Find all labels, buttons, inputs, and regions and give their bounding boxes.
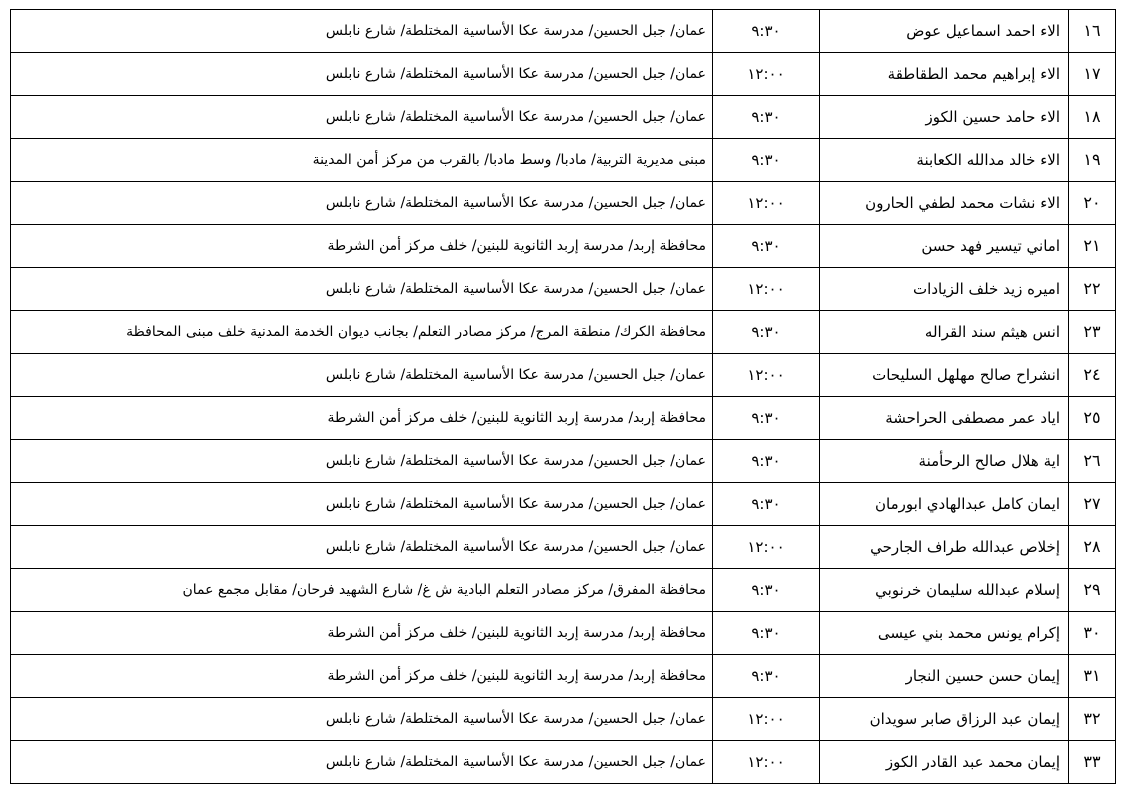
- table-body: [11, 10, 1116, 784]
- time-cell: ٩:٣٠: [713, 655, 820, 698]
- name-cell: انشراح صالح مهلهل السليحات: [820, 354, 1069, 397]
- location-cell: مبنى مديرية التربية/ مادبا/ وسط مادبا/ بالقرب من مركز أمن المدينة: [11, 139, 713, 182]
- row-number-cell: ٢٦: [1069, 440, 1116, 483]
- location-cell: عمان/ جبل الحسين/ مدرسة عكا الأساسية المختلطة/ شارع نابلس: [11, 526, 713, 569]
- time-cell: ٩:٣٠: [713, 139, 820, 182]
- name-cell: الاء حامد حسين الكوز: [820, 96, 1069, 139]
- name-cell: انس هيثم سند القراله: [820, 311, 1069, 354]
- time-cell: ٩:٣٠: [713, 10, 820, 53]
- location-cell: عمان/ جبل الحسين/ مدرسة عكا الأساسية المختلطة/ شارع نابلس: [11, 741, 713, 784]
- time-cell: ٩:٣٠: [713, 96, 820, 139]
- location-cell: عمان/ جبل الحسين/ مدرسة عكا الأساسية المختلطة/ شارع نابلس: [11, 10, 713, 53]
- time-cell: ١٢:٠٠: [713, 698, 820, 741]
- row-number-cell: ٣١: [1069, 655, 1116, 698]
- row-number-cell: ٢١: [1069, 225, 1116, 268]
- time-cell: ٩:٣٠: [713, 612, 820, 655]
- name-cell: اميره زيد خلف الزيادات: [820, 268, 1069, 311]
- row-number-cell: ٣٢: [1069, 698, 1116, 741]
- name-cell: الاء نشات محمد لطفي الحارون: [820, 182, 1069, 225]
- location-cell: محافظة إربد/ مدرسة إربد الثانوية للبنين/ خلف مركز أمن الشرطة: [11, 655, 713, 698]
- time-cell: ٩:٣٠: [713, 483, 820, 526]
- name-cell: الاء احمد اسماعيل عوض: [820, 10, 1069, 53]
- table-row: [11, 397, 1116, 440]
- name-cell: الاء خالد مدالله الكعابنة: [820, 139, 1069, 182]
- location-cell: عمان/ جبل الحسين/ مدرسة عكا الأساسية المختلطة/ شارع نابلس: [11, 96, 713, 139]
- row-number-cell: ٢٥: [1069, 397, 1116, 440]
- time-cell: ١٢:٠٠: [713, 182, 820, 225]
- time-cell: ٩:٣٠: [713, 440, 820, 483]
- table-row: [11, 182, 1116, 225]
- time-cell: ١٢:٠٠: [713, 268, 820, 311]
- row-number-cell: ١٧: [1069, 53, 1116, 96]
- location-cell: عمان/ جبل الحسين/ مدرسة عكا الأساسية المختلطة/ شارع نابلس: [11, 268, 713, 311]
- location-cell: محافظة إربد/ مدرسة إربد الثانوية للبنين/ خلف مركز أمن الشرطة: [11, 225, 713, 268]
- location-cell: محافظة إربد/ مدرسة إربد الثانوية للبنين/ خلف مركز أمن الشرطة: [11, 397, 713, 440]
- table-row: [11, 741, 1116, 784]
- table-row: [11, 139, 1116, 182]
- table-row: [11, 311, 1116, 354]
- time-cell: ١٢:٠٠: [713, 741, 820, 784]
- table-row: [11, 440, 1116, 483]
- row-number-cell: ١٦: [1069, 10, 1116, 53]
- table-row: [11, 655, 1116, 698]
- row-number-cell: ١٨: [1069, 96, 1116, 139]
- table-row: [11, 569, 1116, 612]
- name-cell: اية هلال صالح الرحأمنة: [820, 440, 1069, 483]
- exam-schedule-table: [10, 9, 1116, 784]
- time-cell: ١٢:٠٠: [713, 526, 820, 569]
- table-row: [11, 268, 1116, 311]
- location-cell: عمان/ جبل الحسين/ مدرسة عكا الأساسية المختلطة/ شارع نابلس: [11, 698, 713, 741]
- row-number-cell: ٢٣: [1069, 311, 1116, 354]
- time-cell: ٩:٣٠: [713, 225, 820, 268]
- table-row: [11, 698, 1116, 741]
- row-number-cell: ٢٠: [1069, 182, 1116, 225]
- location-cell: محافظة الكرك/ منطقة المرج/ مركز مصادر التعلم/ بجانب ديوان الخدمة المدنية خلف مبنى المحافظة: [11, 311, 713, 354]
- row-number-cell: ٣٠: [1069, 612, 1116, 655]
- table-row: [11, 10, 1116, 53]
- table-row: [11, 612, 1116, 655]
- row-number-cell: ٢٧: [1069, 483, 1116, 526]
- name-cell: إيمان محمد عبد القادر الكوز: [820, 741, 1069, 784]
- table-row: [11, 96, 1116, 139]
- time-cell: ٩:٣٠: [713, 569, 820, 612]
- location-cell: محافظة المفرق/ مركز مصادر التعلم البادية ش غ/ شارع الشهيد فرحان/ مقابل مجمع عمان: [11, 569, 713, 612]
- name-cell: إيمان حسن حسين النجار: [820, 655, 1069, 698]
- row-number-cell: ٢٨: [1069, 526, 1116, 569]
- location-cell: عمان/ جبل الحسين/ مدرسة عكا الأساسية المختلطة/ شارع نابلس: [11, 483, 713, 526]
- location-cell: عمان/ جبل الحسين/ مدرسة عكا الأساسية المختلطة/ شارع نابلس: [11, 53, 713, 96]
- row-number-cell: ٢٩: [1069, 569, 1116, 612]
- time-cell: ١٢:٠٠: [713, 53, 820, 96]
- row-number-cell: ١٩: [1069, 139, 1116, 182]
- name-cell: الاء إبراهيم محمد الطقاطقة: [820, 53, 1069, 96]
- name-cell: ايمان كامل عبدالهادي ابورمان: [820, 483, 1069, 526]
- table-row: [11, 526, 1116, 569]
- name-cell: إسلام عبدالله سليمان خرنوبي: [820, 569, 1069, 612]
- name-cell: اماني تيسير فهد حسن: [820, 225, 1069, 268]
- name-cell: إيمان عبد الرزاق صابر سويدان: [820, 698, 1069, 741]
- time-cell: ٩:٣٠: [713, 311, 820, 354]
- table-row: [11, 225, 1116, 268]
- table-row: [11, 483, 1116, 526]
- location-cell: عمان/ جبل الحسين/ مدرسة عكا الأساسية المختلطة/ شارع نابلس: [11, 354, 713, 397]
- row-number-cell: ٢٤: [1069, 354, 1116, 397]
- location-cell: محافظة إربد/ مدرسة إربد الثانوية للبنين/ خلف مركز أمن الشرطة: [11, 612, 713, 655]
- table-row: [11, 53, 1116, 96]
- time-cell: ٩:٣٠: [713, 397, 820, 440]
- table-row: [11, 354, 1116, 397]
- location-cell: عمان/ جبل الحسين/ مدرسة عكا الأساسية المختلطة/ شارع نابلس: [11, 182, 713, 225]
- time-cell: ١٢:٠٠: [713, 354, 820, 397]
- row-number-cell: ٣٣: [1069, 741, 1116, 784]
- location-cell: عمان/ جبل الحسين/ مدرسة عكا الأساسية المختلطة/ شارع نابلس: [11, 440, 713, 483]
- name-cell: اياد عمر مصطفى الحراحشة: [820, 397, 1069, 440]
- name-cell: إخلاص عبدالله طراف الجارحي: [820, 526, 1069, 569]
- row-number-cell: ٢٢: [1069, 268, 1116, 311]
- name-cell: إكرام يونس محمد بني عيسى: [820, 612, 1069, 655]
